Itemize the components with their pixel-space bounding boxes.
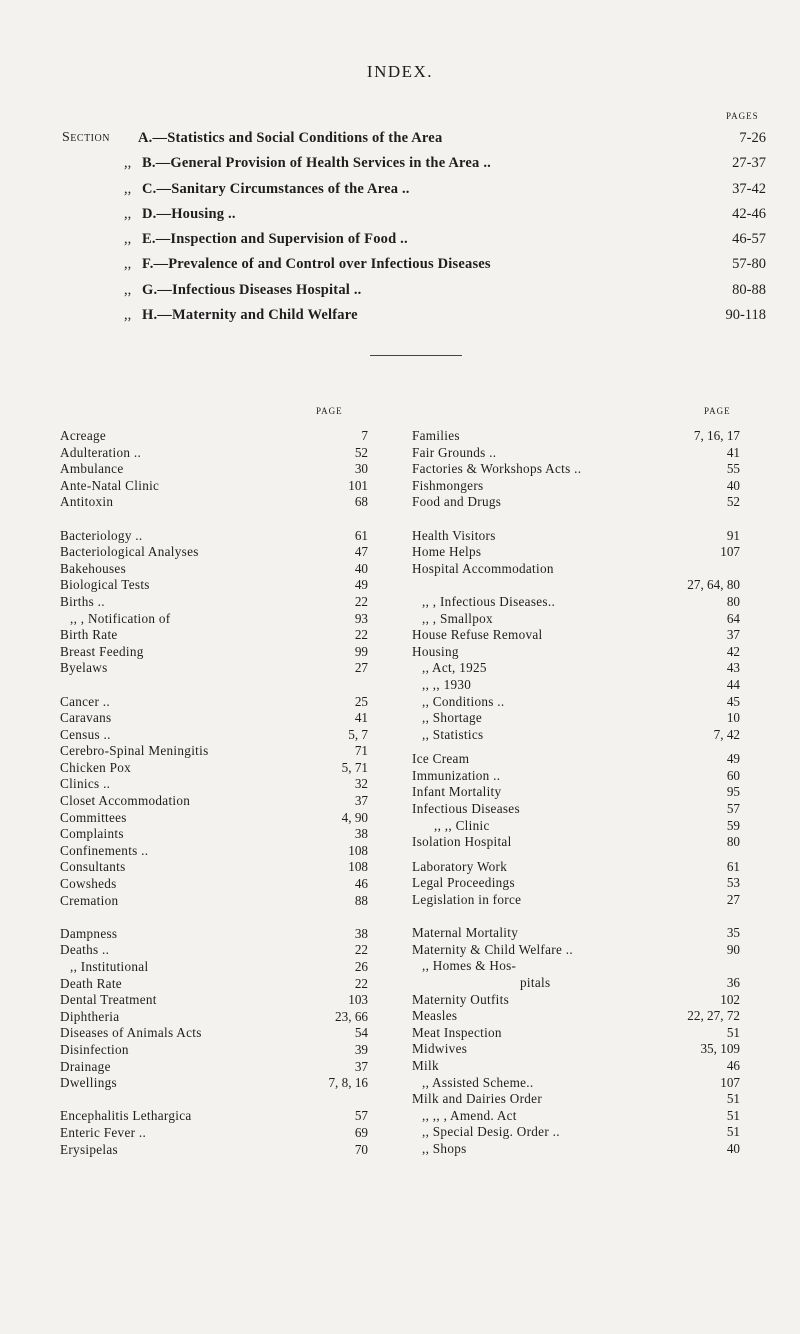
entry-page: 49 — [354, 577, 368, 593]
entry-page: 38 — [354, 925, 368, 941]
entry-page: 68 — [354, 494, 368, 510]
index-entry — [60, 544, 368, 561]
entry-label: Erysipelas — [60, 1141, 118, 1157]
entry-label: ,, , Notification of — [70, 610, 171, 626]
index-entry — [60, 660, 368, 677]
entry-label: Committees — [60, 809, 127, 825]
entry-label: Closet Accommodation — [60, 793, 191, 809]
section-description: E.—Inspection and Supervision of Food .. — [142, 231, 408, 248]
section-description: G.—Infectious Diseases Hospital .. — [142, 281, 362, 298]
entry-label: Meat Inspection — [412, 1024, 502, 1040]
entry-page: 7, 8, 16 — [328, 1075, 368, 1091]
index-entry — [412, 859, 740, 876]
index-entry — [60, 1042, 368, 1059]
entry-label: Food and Drugs — [412, 494, 502, 510]
index-entry — [412, 1058, 740, 1075]
spacer — [60, 1092, 368, 1109]
index-entry — [60, 926, 368, 943]
entry-label: Legal Proceedings — [412, 875, 515, 891]
entry-page: 4, 90 — [341, 809, 368, 825]
entry-page: 49 — [726, 751, 740, 767]
index-entry — [412, 1108, 740, 1125]
entry-label: Chicken Pox — [60, 759, 132, 775]
entry-page: 37 — [726, 627, 740, 643]
section-pages: 90-118 — [725, 307, 766, 324]
index-entry — [412, 1124, 740, 1141]
entry-label: Legislation in force — [412, 892, 522, 908]
entry-label: Immunization .. — [412, 767, 501, 783]
entry-page: 10 — [726, 710, 740, 726]
entry-label: Measles — [412, 1008, 458, 1024]
index-entry — [412, 445, 740, 462]
entry-page: 51 — [726, 1107, 740, 1123]
section-description: D.—Housing .. — [142, 205, 236, 222]
index-entry — [412, 892, 740, 909]
entry-label: ,, Shortage — [422, 710, 483, 726]
entry-page: 59 — [726, 817, 740, 833]
entry-label: Fair Grounds .. — [412, 444, 497, 460]
index-entry — [60, 743, 368, 760]
entry-label: House Refuse Removal — [412, 627, 543, 643]
entry-page: 51 — [726, 1091, 740, 1107]
entry-label: ,, Institutional — [70, 959, 149, 974]
entry-page: 46 — [354, 876, 368, 892]
entry-page: 40 — [726, 477, 740, 493]
entry-page: 42 — [726, 643, 740, 659]
section-row — [66, 206, 766, 231]
section-row — [66, 155, 766, 180]
spacer — [412, 511, 740, 528]
section-lead: ,, — [124, 281, 132, 298]
entry-page: 47 — [354, 544, 368, 560]
entry-page: 22, 27, 72 — [687, 1008, 740, 1024]
section-pages: 46-57 — [732, 231, 766, 248]
entry-page: 103 — [348, 992, 368, 1008]
index-entry — [60, 528, 368, 545]
entry-page: 64 — [726, 610, 740, 626]
entry-page: 61 — [726, 858, 740, 874]
entry-page: 52 — [354, 444, 368, 460]
section-row — [66, 231, 766, 256]
index-entry — [412, 784, 740, 801]
entry-label: ,, Shops — [422, 1140, 467, 1156]
index-entry — [412, 958, 740, 975]
index-entry — [412, 975, 740, 992]
entry-label: Isolation Hospital — [412, 834, 512, 850]
entry-page: 35, 109 — [700, 1041, 740, 1057]
entry-label: Dampness — [60, 925, 118, 941]
spacer — [412, 851, 740, 859]
index-entry — [412, 694, 740, 711]
entry-page: 93 — [354, 610, 368, 626]
index-entry — [412, 1025, 740, 1042]
entry-label: Infectious Diseases — [412, 801, 520, 817]
index-entry — [412, 1141, 740, 1158]
entry-page: 43 — [726, 660, 740, 676]
entry-label: Antitoxin — [60, 494, 114, 510]
entry-page: 36 — [726, 975, 740, 990]
page-title: INDEX. — [366, 62, 434, 81]
entry-page: 108 — [348, 859, 368, 875]
entry-label: Cremation — [60, 892, 119, 908]
entry-page: 22 — [354, 942, 368, 958]
index-entry — [412, 834, 740, 851]
index-entry — [60, 992, 368, 1009]
entry-label: Milk and Dairies Order — [412, 1091, 543, 1107]
entry-page: 35 — [726, 925, 740, 941]
spacer — [60, 909, 368, 926]
entry-label: ,, ,, 1930 — [422, 676, 472, 692]
entry-label: Midwives — [412, 1041, 468, 1057]
entry-label: ,, ,, , Amend. Act — [422, 1107, 517, 1123]
section-pages: 7-26 — [739, 130, 766, 146]
index-entry — [412, 660, 740, 677]
divider — [370, 355, 462, 356]
section-row — [66, 307, 766, 332]
entry-page: 41 — [354, 710, 368, 726]
entry-page: 69 — [354, 1124, 368, 1140]
index-entry — [412, 611, 740, 628]
entry-page: 60 — [726, 767, 740, 783]
entry-label: Ice Cream — [412, 751, 470, 767]
entry-label: Dwellings — [60, 1075, 117, 1091]
spacer — [412, 909, 740, 926]
entry-page: 95 — [726, 784, 740, 800]
index-column-left — [60, 428, 368, 1158]
entry-label: Disinfection — [60, 1041, 129, 1057]
entry-label: Maternity & Child Welfare .. — [412, 941, 573, 957]
entry-page: 53 — [726, 875, 740, 891]
index-entry — [412, 727, 740, 744]
entry-page: 54 — [354, 1025, 368, 1041]
entry-label: Confinements .. — [60, 842, 149, 858]
entry-label: pitals — [520, 975, 551, 990]
entry-label: Consultants — [60, 859, 126, 875]
entry-label: Drainage — [60, 1058, 111, 1074]
entry-page: 99 — [354, 643, 368, 659]
entry-page: 37 — [354, 1058, 368, 1074]
index-entry — [60, 826, 368, 843]
entry-label: Breast Feeding — [60, 643, 144, 659]
entry-label: Caravans — [60, 710, 112, 726]
index-entry — [412, 627, 740, 644]
entry-label: Clinics .. — [60, 776, 111, 792]
section-pages: 37-42 — [732, 180, 766, 197]
entry-page: 88 — [354, 892, 368, 908]
index-entry — [60, 893, 368, 910]
section-pages: 80-88 — [732, 281, 766, 298]
entry-label: Acreage — [60, 428, 107, 443]
spacer — [60, 677, 368, 694]
entry-page: 107 — [720, 1074, 740, 1090]
entry-label: Diphtheria — [60, 1008, 120, 1024]
pages-column-header: PAGES — [726, 111, 759, 121]
index-entry — [60, 859, 368, 876]
index-column-right — [412, 428, 740, 1158]
entry-label: ,, ,, Clinic — [434, 817, 490, 833]
index-entry — [60, 577, 368, 594]
index-entry — [412, 925, 740, 942]
entry-label: ,, Conditions .. — [422, 693, 505, 709]
entry-page: 108 — [348, 842, 368, 858]
section-row — [66, 256, 766, 281]
entry-page: 27 — [354, 660, 368, 676]
section-lead: ,, — [124, 231, 132, 248]
index-entry — [412, 992, 740, 1009]
index-entry — [412, 594, 740, 611]
entry-label: Maternity Outfits — [412, 991, 510, 1007]
entry-page: 7 — [361, 428, 368, 443]
entry-label: Laboratory Work — [412, 858, 508, 874]
entry-label: Families — [412, 428, 460, 443]
entry-page: 5, 71 — [341, 759, 368, 775]
entry-page: 102 — [720, 991, 740, 1007]
entry-label: ,, Act, 1925 — [422, 660, 487, 676]
entry-page: 22 — [354, 627, 368, 643]
index-entry — [60, 445, 368, 462]
index-entry — [60, 694, 368, 711]
index-entry — [412, 1075, 740, 1092]
entry-label: ,, , Smallpox — [422, 610, 493, 626]
index-entry — [60, 1142, 368, 1159]
entry-page: 30 — [354, 461, 368, 477]
entry-label: Cerebro-Spinal Meningitis — [60, 743, 209, 759]
section-lead: ,, — [124, 256, 132, 273]
entry-label: Milk — [412, 1057, 439, 1073]
entry-page: 70 — [354, 1141, 368, 1157]
entry-label: Infant Mortality — [412, 784, 502, 800]
entry-page: 40 — [726, 1140, 740, 1156]
entry-page: 5, 7 — [348, 726, 368, 742]
index-entry — [60, 959, 368, 976]
index-entry — [60, 942, 368, 959]
entry-label: Census .. — [60, 726, 111, 742]
entry-page: 71 — [354, 743, 368, 759]
index-entry — [412, 1008, 740, 1025]
entry-label: Factories & Workshops Acts .. — [412, 461, 582, 477]
entry-label: Bacteriology .. — [60, 527, 143, 543]
spacer — [60, 511, 368, 528]
index-entry — [60, 461, 368, 478]
entry-label: Bakehouses — [60, 560, 126, 576]
index-entry — [60, 1059, 368, 1076]
section-description: F.—Prevalence of and Control over Infectious Diseases — [142, 256, 491, 273]
index-entry — [412, 478, 740, 495]
index-entry — [412, 768, 740, 785]
entry-label: Enteric Fever .. — [60, 1124, 147, 1140]
index-entry — [412, 577, 740, 594]
entry-page: 57 — [354, 1108, 368, 1124]
index-entry — [60, 644, 368, 661]
left-page-header: PAGE — [316, 406, 343, 416]
entry-page: 27, 64, 80 — [687, 577, 740, 593]
entry-page: 80 — [726, 834, 740, 850]
index-entry — [412, 561, 740, 578]
index-entry — [60, 810, 368, 827]
index-entry — [60, 1108, 368, 1125]
entry-label: Birth Rate — [60, 627, 118, 643]
entry-page: 55 — [726, 461, 740, 477]
entry-label: Cancer .. — [60, 693, 110, 709]
index-entry — [412, 875, 740, 892]
section-pages: 42-46 — [732, 205, 766, 222]
section-pages: 57-80 — [732, 256, 766, 273]
index-entry — [412, 1041, 740, 1058]
spacer — [412, 743, 740, 751]
section-row — [66, 282, 766, 307]
index-entry — [60, 428, 368, 445]
index-entry — [412, 942, 740, 959]
section-lead: ,, — [124, 180, 132, 197]
entry-page: 25 — [354, 693, 368, 709]
entry-label: Cowsheds — [60, 876, 117, 892]
entry-page: 90 — [726, 941, 740, 957]
entry-label: Complaints — [60, 826, 124, 842]
section-description: C.—Sanitary Circumstances of the Area .. — [142, 180, 410, 197]
section-list — [62, 130, 766, 332]
section-row — [66, 181, 766, 206]
index-entry — [412, 461, 740, 478]
entry-page: 23, 66 — [335, 1008, 368, 1024]
section-description: A.—Statistics and Social Conditions of the Area — [138, 130, 443, 146]
entry-label: Births .. — [60, 593, 105, 609]
entry-label: Biological Tests — [60, 577, 150, 593]
index-entry — [60, 561, 368, 578]
entry-label: ,, Special Desig. Order .. — [422, 1124, 560, 1140]
index-entry — [412, 428, 740, 445]
entry-page: 101 — [348, 477, 368, 493]
entry-page: 22 — [354, 593, 368, 609]
entry-page: 44 — [726, 676, 740, 692]
index-entry — [412, 818, 740, 835]
index-entry — [412, 751, 740, 768]
index-entry — [60, 1009, 368, 1026]
index-entry — [60, 1125, 368, 1142]
index-entry — [60, 793, 368, 810]
entry-label: Home Helps — [412, 544, 482, 560]
entry-page: 57 — [726, 801, 740, 817]
section-row — [62, 130, 766, 155]
entry-page: 38 — [354, 826, 368, 842]
entry-page: 91 — [726, 527, 740, 543]
section-pages: 27-37 — [732, 155, 766, 172]
right-page-header: PAGE — [704, 406, 731, 416]
entry-label: Ambulance — [60, 461, 124, 477]
index-entry — [60, 611, 368, 628]
section-lead: Section — [62, 130, 110, 145]
section-lead: ,, — [124, 307, 132, 324]
entry-page: 37 — [354, 793, 368, 809]
index-entry — [412, 544, 740, 561]
section-lead: ,, — [124, 155, 132, 172]
entry-page: 7, 16, 17 — [693, 428, 740, 443]
entry-page: 45 — [726, 693, 740, 709]
index-entry — [60, 494, 368, 511]
index-entry — [60, 710, 368, 727]
index-entry — [412, 1091, 740, 1108]
entry-label: Ante-Natal Clinic — [60, 477, 160, 493]
index-entry — [60, 776, 368, 793]
entry-label: ,, Statistics — [422, 726, 484, 742]
entry-label: Death Rate — [60, 975, 122, 991]
entry-page: 22 — [354, 975, 368, 991]
index-entry — [60, 727, 368, 744]
entry-page: 51 — [726, 1024, 740, 1040]
entry-label: Adulteration .. — [60, 444, 142, 460]
index-entry — [412, 710, 740, 727]
entry-label: Maternal Mortality — [412, 925, 519, 941]
section-description: H.—Maternity and Child Welfare — [142, 307, 358, 324]
entry-page: 61 — [354, 527, 368, 543]
index-entry — [60, 1025, 368, 1042]
index-entry — [412, 644, 740, 661]
entry-page: 40 — [354, 560, 368, 576]
entry-page: 7, 42 — [713, 726, 740, 742]
index-entry — [60, 1075, 368, 1092]
entry-page: 51 — [726, 1124, 740, 1140]
entry-page: 26 — [354, 959, 368, 974]
entry-label: Housing — [412, 643, 459, 659]
entry-label: Diseases of Animals Acts — [60, 1025, 202, 1041]
entry-label: ,, Homes & Hos- — [422, 958, 517, 974]
index-entry — [60, 760, 368, 777]
entry-label: Byelaws — [60, 660, 108, 676]
entry-label: Encephalitis Lethargica — [60, 1108, 192, 1124]
entry-label: Hospital Accommodation — [412, 560, 554, 576]
index-entry — [412, 494, 740, 511]
section-lead: ,, — [124, 205, 132, 222]
entry-page: 41 — [726, 444, 740, 460]
entry-label: Deaths .. — [60, 942, 110, 958]
index-entry — [60, 627, 368, 644]
entry-label: Dental Treatment — [60, 992, 157, 1008]
entry-page: 39 — [354, 1041, 368, 1057]
index-entry — [412, 528, 740, 545]
index-entry — [60, 594, 368, 611]
section-description: B.—General Provision of Health Services in the Area .. — [142, 155, 491, 172]
index-entry — [60, 976, 368, 993]
entry-label: ,, Assisted Scheme.. — [422, 1074, 534, 1090]
index-entry — [412, 801, 740, 818]
entry-label: Bacteriological Analyses — [60, 544, 199, 560]
entry-page: 107 — [720, 544, 740, 560]
index-entry — [60, 843, 368, 860]
entry-label: Fishmongers — [412, 477, 484, 493]
entry-page: 32 — [354, 776, 368, 792]
index-entry — [60, 876, 368, 893]
entry-page: 46 — [726, 1057, 740, 1073]
entry-page: 80 — [726, 593, 740, 609]
entry-page: 27 — [726, 892, 740, 908]
entry-page: 52 — [726, 494, 740, 510]
entry-label: Health Visitors — [412, 527, 496, 543]
index-entry — [412, 677, 740, 694]
index-entry — [60, 478, 368, 495]
entry-label: ,, , Infectious Diseases.. — [422, 593, 556, 609]
